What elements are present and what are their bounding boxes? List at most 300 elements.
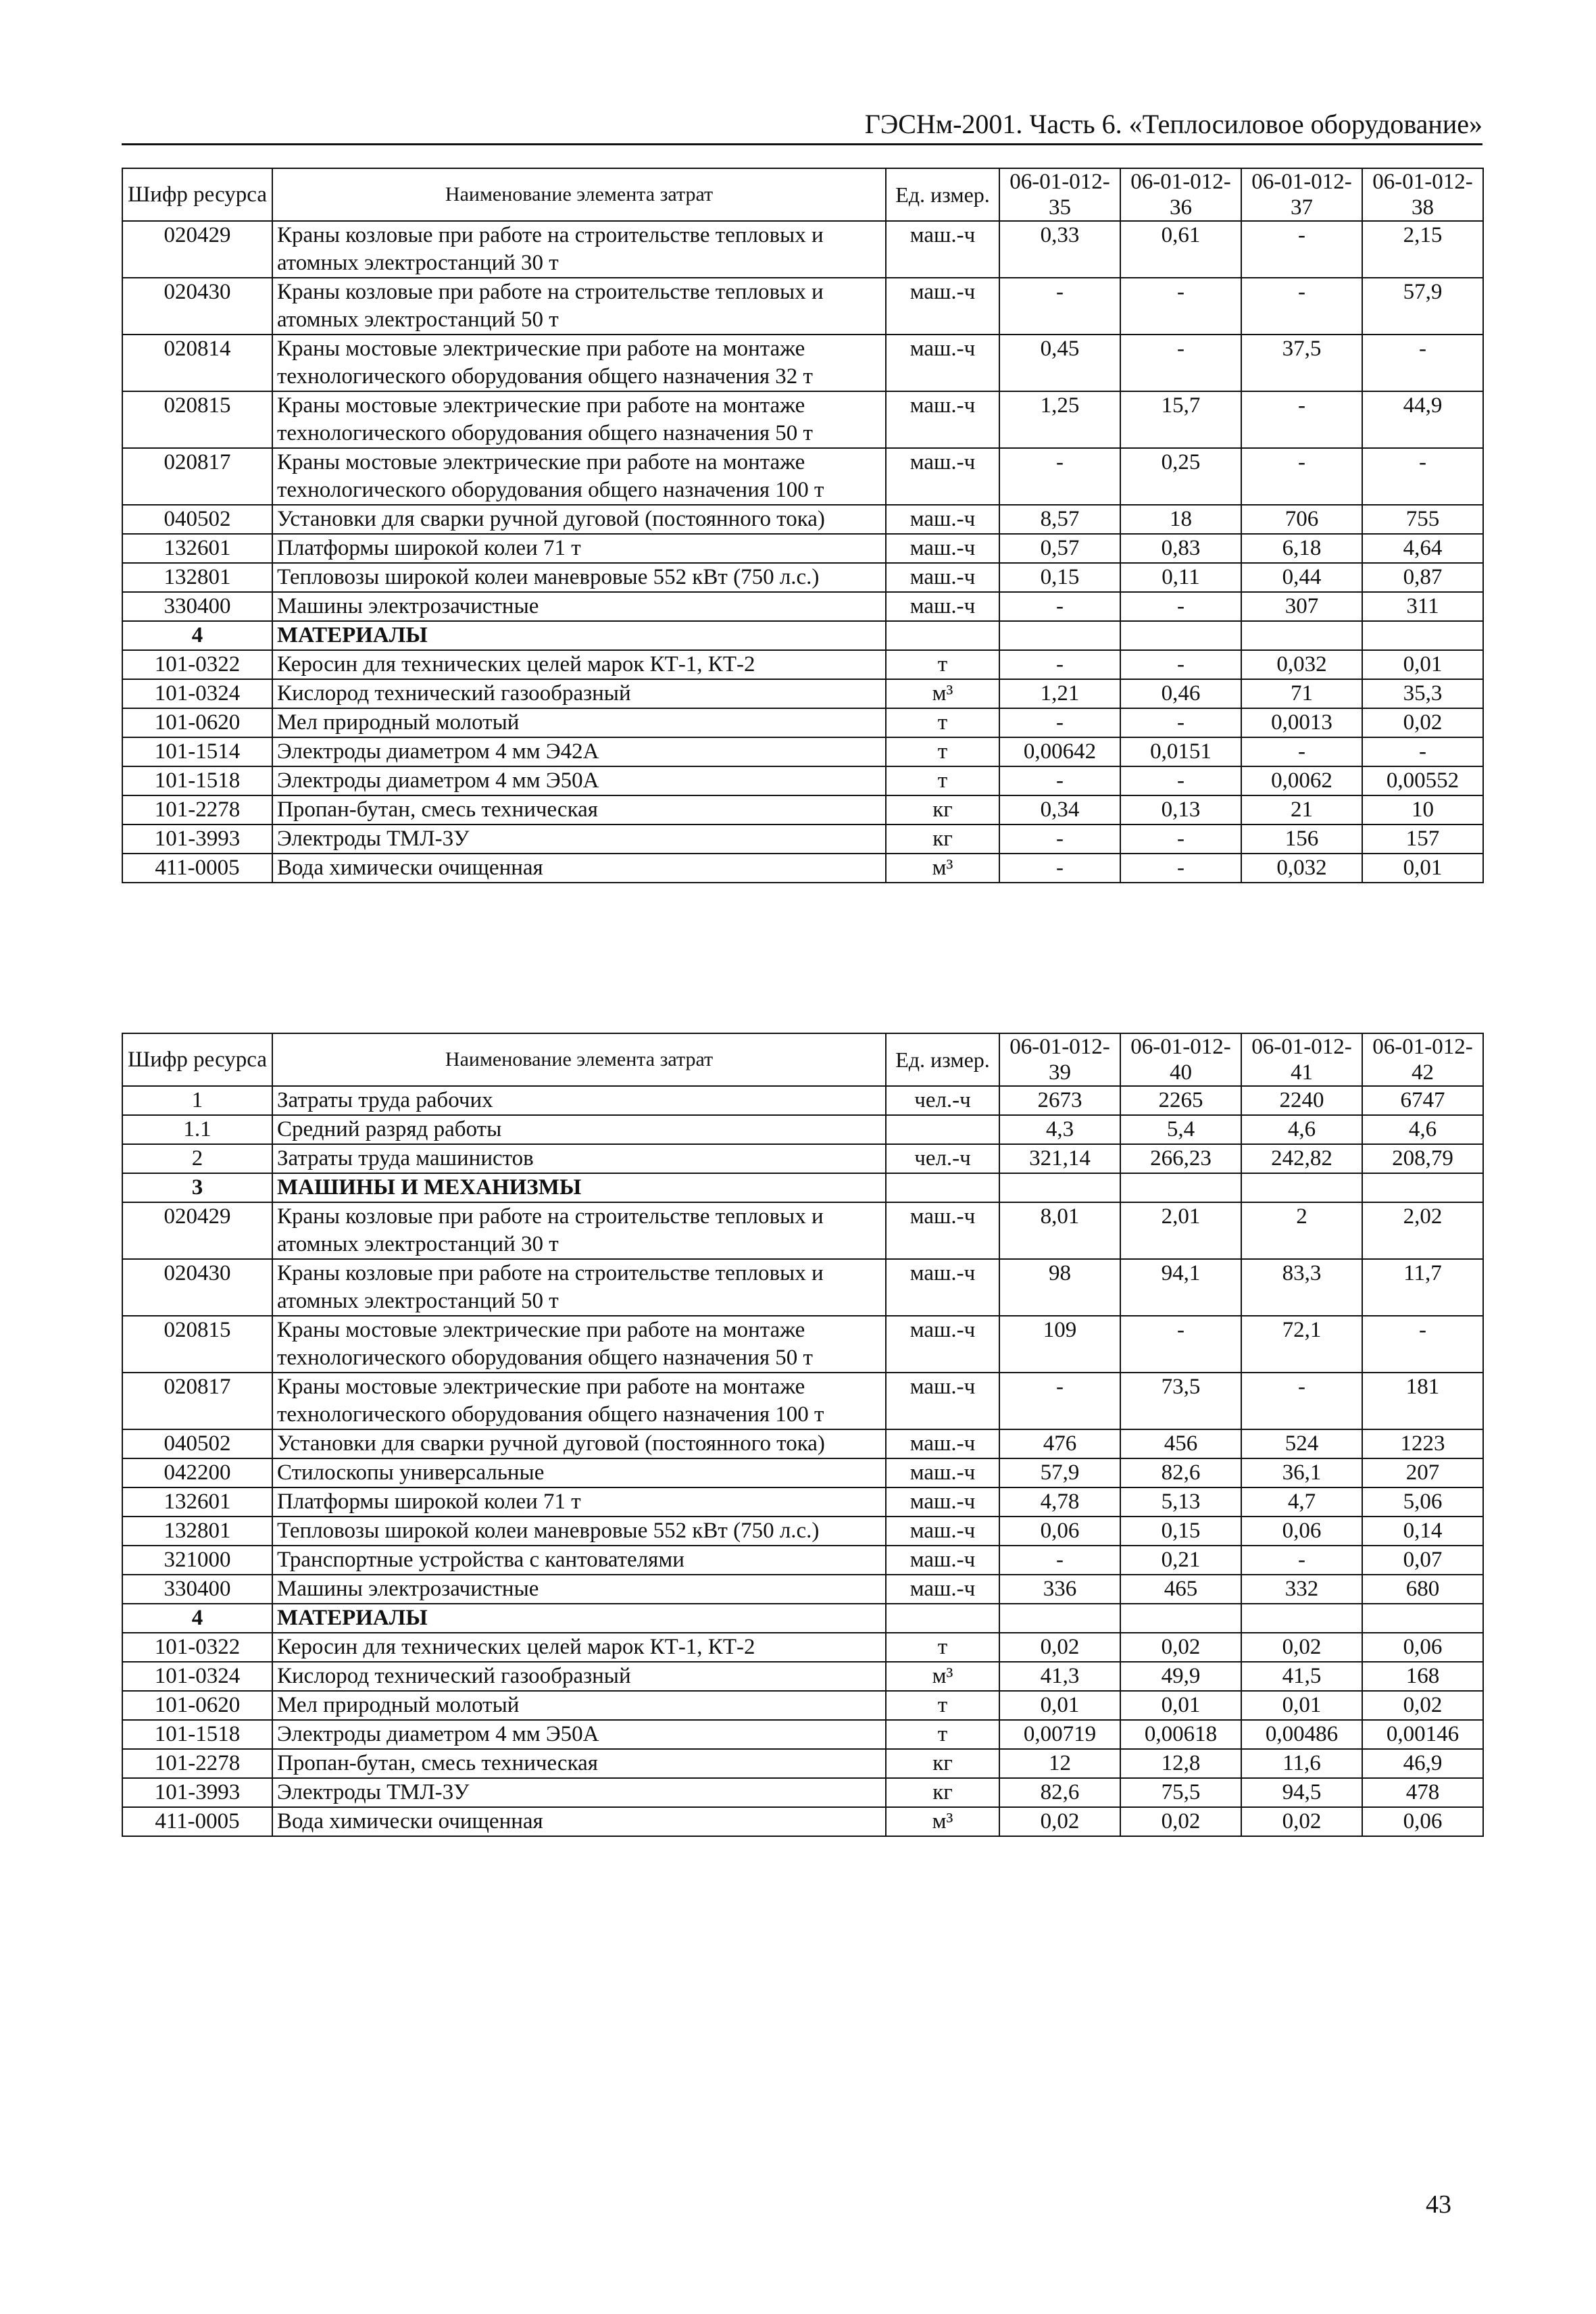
cost-item-name-cell: Установки для сварки ручной дуговой (постоянного тока) <box>272 505 886 534</box>
value-cell <box>1362 1173 1483 1202</box>
table-row <box>122 1807 1483 1836</box>
table-row <box>122 1575 1483 1604</box>
cost-item-name-cell: Пропан-бутан, смесь техническая <box>272 1749 886 1778</box>
value-cell: 12,8 <box>1120 1749 1241 1778</box>
col-header-code: Шифр ресурса <box>122 168 272 221</box>
value-cell: - <box>999 854 1120 883</box>
unit-cell: кг <box>886 1778 999 1807</box>
page-number: 43 <box>1426 2190 1451 2219</box>
table-row <box>122 1202 1483 1259</box>
table-row <box>122 737 1483 766</box>
value-cell: 0,02 <box>1120 1633 1241 1662</box>
value-cell: - <box>1241 448 1362 505</box>
col-header-code-1: 06-01-012-35 <box>999 168 1120 221</box>
value-cell: 0,11 <box>1120 563 1241 592</box>
resource-code-cell: 1 <box>122 1086 272 1115</box>
value-cell: 71 <box>1241 679 1362 708</box>
unit-cell: маш.-ч <box>886 391 999 448</box>
value-cell: 0,06 <box>1362 1807 1483 1836</box>
unit-cell: м³ <box>886 1807 999 1836</box>
table-row <box>122 824 1483 854</box>
header-rule <box>122 143 1482 145</box>
resource-code-cell: 1.1 <box>122 1115 272 1144</box>
value-cell: 0,25 <box>1120 448 1241 505</box>
resource-code-cell: 020430 <box>122 1259 272 1316</box>
value-cell: 1,25 <box>999 391 1120 448</box>
value-cell: - <box>999 448 1120 505</box>
value-cell: 5,4 <box>1120 1115 1241 1144</box>
table-row <box>122 1662 1483 1691</box>
unit-cell: маш.-ч <box>886 1316 999 1373</box>
unit-cell: маш.-ч <box>886 1487 999 1517</box>
table-row <box>122 534 1483 563</box>
value-cell: 0,02 <box>1362 1691 1483 1720</box>
unit-cell: т <box>886 737 999 766</box>
unit-cell: т <box>886 1691 999 1720</box>
value-cell: 4,3 <box>999 1115 1120 1144</box>
value-cell: - <box>999 1546 1120 1575</box>
resource-code-cell: 101-0322 <box>122 650 272 679</box>
unit-cell: маш.-ч <box>886 563 999 592</box>
resource-code-cell: 020817 <box>122 448 272 505</box>
value-cell: 0,57 <box>999 534 1120 563</box>
value-cell: 332 <box>1241 1575 1362 1604</box>
cost-item-name-cell: Электроды диаметром 4 мм Э42А <box>272 737 886 766</box>
value-cell: - <box>1362 335 1483 391</box>
col-header-unit: Ед. измер. <box>886 1033 999 1086</box>
value-cell: 0,00618 <box>1120 1720 1241 1749</box>
value-cell <box>999 1604 1120 1633</box>
cost-item-name-cell: МАТЕРИАЛЫ <box>272 1604 886 1633</box>
resource-code-cell: 040502 <box>122 505 272 534</box>
resource-code-cell: 101-3993 <box>122 824 272 854</box>
col-header-code: Шифр ресурса <box>122 1033 272 1086</box>
value-cell: 94,5 <box>1241 1778 1362 1807</box>
table-row <box>122 1373 1483 1429</box>
cost-item-name-cell: Краны козловые при работе на строительстве тепловых и атомных электростанций 30 т <box>272 221 886 278</box>
cost-item-name-cell: Мел природный молотый <box>272 1691 886 1720</box>
value-cell: 476 <box>999 1429 1120 1458</box>
value-cell: 0,83 <box>1120 534 1241 563</box>
table-row <box>122 1086 1483 1115</box>
value-cell: 0,46 <box>1120 679 1241 708</box>
value-cell: 0,00719 <box>999 1720 1120 1749</box>
value-cell: 2,15 <box>1362 221 1483 278</box>
value-cell: - <box>999 766 1120 795</box>
value-cell: 0,01 <box>1241 1691 1362 1720</box>
value-cell <box>1241 1173 1362 1202</box>
value-cell: 0,06 <box>1241 1517 1362 1546</box>
unit-cell: кг <box>886 1749 999 1778</box>
value-cell: 157 <box>1362 824 1483 854</box>
value-cell: 0,02 <box>999 1633 1120 1662</box>
value-cell <box>1120 1173 1241 1202</box>
value-cell: 0,06 <box>1362 1633 1483 1662</box>
resource-code-cell: 101-2278 <box>122 795 272 824</box>
resource-code-cell: 132801 <box>122 1517 272 1546</box>
value-cell: 0,02 <box>1241 1633 1362 1662</box>
value-cell: 57,9 <box>999 1458 1120 1487</box>
cost-item-name-cell: Краны козловые при работе на строительстве тепловых и атомных электростанций 30 т <box>272 1202 886 1259</box>
col-header-name: Наименование элемента затрат <box>272 168 886 221</box>
table-row <box>122 766 1483 795</box>
value-cell: 706 <box>1241 505 1362 534</box>
cost-item-name-cell: Керосин для технических целей марок КТ-1, КТ-2 <box>272 1633 886 1662</box>
value-cell: 0,15 <box>1120 1517 1241 1546</box>
cost-item-name-cell: Стилоскопы универсальные <box>272 1458 886 1487</box>
table-header-row <box>122 168 1483 221</box>
table-row <box>122 221 1483 278</box>
value-cell: - <box>1362 448 1483 505</box>
cost-item-name-cell: Средний разряд работы <box>272 1115 886 1144</box>
resource-code-cell: 020430 <box>122 278 272 335</box>
table-row <box>122 1633 1483 1662</box>
value-cell: 11,7 <box>1362 1259 1483 1316</box>
table-row <box>122 854 1483 883</box>
value-cell: 2240 <box>1241 1086 1362 1115</box>
resource-code-cell: 101-1518 <box>122 1720 272 1749</box>
table-row <box>122 505 1483 534</box>
cost-item-name-cell: Тепловозы широкой колеи маневровые 552 кВт (750 л.с.) <box>272 563 886 592</box>
value-cell: 0,00486 <box>1241 1720 1362 1749</box>
unit-cell: маш.-ч <box>886 448 999 505</box>
value-cell: - <box>1120 1316 1241 1373</box>
value-cell: 2,01 <box>1120 1202 1241 1259</box>
value-cell: 478 <box>1362 1778 1483 1807</box>
value-cell: 4,7 <box>1241 1487 1362 1517</box>
resource-code-cell: 411-0005 <box>122 1807 272 1836</box>
table-row <box>122 795 1483 824</box>
resource-code-cell: 101-1514 <box>122 737 272 766</box>
value-cell: - <box>999 824 1120 854</box>
value-cell: 41,3 <box>999 1662 1120 1691</box>
unit-cell: м³ <box>886 1662 999 1691</box>
value-cell: 49,9 <box>1120 1662 1241 1691</box>
value-cell: 0,02 <box>1362 708 1483 737</box>
value-cell: 0,00552 <box>1362 766 1483 795</box>
cost-item-name-cell: Краны мостовые электрические при работе на монтаже технологического оборудования общего назначения 32 т <box>272 335 886 391</box>
col-header-code-2: 06-01-012-36 <box>1120 168 1241 221</box>
unit-cell: т <box>886 1720 999 1749</box>
table-row <box>122 448 1483 505</box>
resource-code-cell: 101-0322 <box>122 1633 272 1662</box>
value-cell: 311 <box>1362 592 1483 621</box>
unit-cell <box>886 1604 999 1633</box>
value-cell <box>1241 621 1362 650</box>
unit-cell <box>886 621 999 650</box>
value-cell: 18 <box>1120 505 1241 534</box>
value-cell: 0,14 <box>1362 1517 1483 1546</box>
unit-cell: маш.-ч <box>886 221 999 278</box>
resource-code-cell: 330400 <box>122 592 272 621</box>
table-row <box>122 1458 1483 1487</box>
value-cell: 0,13 <box>1120 795 1241 824</box>
value-cell: 0,06 <box>999 1517 1120 1546</box>
value-cell: 83,3 <box>1241 1259 1362 1316</box>
cost-item-name-cell: Кислород технический газообразный <box>272 679 886 708</box>
value-cell: - <box>999 650 1120 679</box>
table-header-row <box>122 1033 1483 1086</box>
value-cell: 0,45 <box>999 335 1120 391</box>
table-row <box>122 708 1483 737</box>
table-row <box>122 1487 1483 1517</box>
value-cell: 755 <box>1362 505 1483 534</box>
cost-item-name-cell: Машины электрозачистные <box>272 592 886 621</box>
value-cell: - <box>1241 1373 1362 1429</box>
unit-cell: т <box>886 708 999 737</box>
resource-code-cell: 132601 <box>122 534 272 563</box>
unit-cell: кг <box>886 824 999 854</box>
resource-code-cell: 020429 <box>122 221 272 278</box>
resource-code-cell: 020814 <box>122 335 272 391</box>
value-cell: - <box>1120 592 1241 621</box>
unit-cell: маш.-ч <box>886 534 999 563</box>
resource-code-cell: 4 <box>122 621 272 650</box>
value-cell: 168 <box>1362 1662 1483 1691</box>
table-row <box>122 1316 1483 1373</box>
value-cell: 1,21 <box>999 679 1120 708</box>
table-row <box>122 1144 1483 1173</box>
col-header-unit: Ед. измер. <box>886 168 999 221</box>
resource-code-cell: 101-1518 <box>122 766 272 795</box>
cost-item-name-cell: Платформы широкой колеи 71 т <box>272 534 886 563</box>
value-cell: - <box>1241 737 1362 766</box>
value-cell: - <box>1120 766 1241 795</box>
cost-item-name-cell: Вода химически очищенная <box>272 1807 886 1836</box>
value-cell: 6,18 <box>1241 534 1362 563</box>
value-cell: 8,57 <box>999 505 1120 534</box>
section-row <box>122 621 1483 650</box>
resource-code-cell: 132601 <box>122 1487 272 1517</box>
table-row <box>122 335 1483 391</box>
value-cell: - <box>999 278 1120 335</box>
cost-item-name-cell: МАТЕРИАЛЫ <box>272 621 886 650</box>
value-cell: 4,6 <box>1362 1115 1483 1144</box>
value-cell: 0,01 <box>1362 650 1483 679</box>
value-cell: 4,6 <box>1241 1115 1362 1144</box>
unit-cell: маш.-ч <box>886 1546 999 1575</box>
cost-item-name-cell: Затраты труда рабочих <box>272 1086 886 1115</box>
resource-code-cell: 3 <box>122 1173 272 1202</box>
resource-code-cell: 020817 <box>122 1373 272 1429</box>
table-row <box>122 1546 1483 1575</box>
page-header-title: ГЭСНм-2001. Часть 6. «Теплосиловое оборудование» <box>864 109 1482 139</box>
value-cell: 0,00146 <box>1362 1720 1483 1749</box>
resource-code-cell: 4 <box>122 1604 272 1633</box>
cost-item-name-cell: Краны мостовые электрические при работе на монтаже технологического оборудования общего назначения 50 т <box>272 391 886 448</box>
cost-item-name-cell: Краны козловые при работе на строительстве тепловых и атомных электростанций 50 т <box>272 1259 886 1316</box>
value-cell <box>1241 1604 1362 1633</box>
cost-item-name-cell: Транспортные устройства с кантователями <box>272 1546 886 1575</box>
value-cell: - <box>1362 737 1483 766</box>
unit-cell: м³ <box>886 679 999 708</box>
table-row <box>122 1691 1483 1720</box>
cost-item-name-cell: Электроды ТМЛ-3У <box>272 824 886 854</box>
value-cell: 98 <box>999 1259 1120 1316</box>
value-cell: 2265 <box>1120 1086 1241 1115</box>
value-cell: 73,5 <box>1120 1373 1241 1429</box>
col-header-code-3: 06-01-012-41 <box>1241 1033 1362 1086</box>
value-cell: 0,87 <box>1362 563 1483 592</box>
unit-cell: маш.-ч <box>886 1373 999 1429</box>
value-cell: 4,64 <box>1362 534 1483 563</box>
value-cell: 10 <box>1362 795 1483 824</box>
value-cell: 0,032 <box>1241 650 1362 679</box>
cost-item-name-cell: Машины электрозачистные <box>272 1575 886 1604</box>
value-cell: 37,5 <box>1241 335 1362 391</box>
value-cell: - <box>1120 708 1241 737</box>
resource-code-cell: 042200 <box>122 1458 272 1487</box>
value-cell <box>1362 1604 1483 1633</box>
value-cell: 72,1 <box>1241 1316 1362 1373</box>
value-cell: 44,9 <box>1362 391 1483 448</box>
resource-code-cell: 101-0620 <box>122 708 272 737</box>
value-cell: - <box>999 592 1120 621</box>
value-cell: 0,01 <box>1120 1691 1241 1720</box>
unit-cell: т <box>886 1633 999 1662</box>
table-row <box>122 1517 1483 1546</box>
value-cell: - <box>1120 278 1241 335</box>
resource-code-cell: 020815 <box>122 1316 272 1373</box>
value-cell: 75,5 <box>1120 1778 1241 1807</box>
unit-cell: маш.-ч <box>886 505 999 534</box>
value-cell: 181 <box>1362 1373 1483 1429</box>
value-cell: 465 <box>1120 1575 1241 1604</box>
unit-cell: маш.-ч <box>886 1458 999 1487</box>
value-cell: 0,0151 <box>1120 737 1241 766</box>
value-cell: 1223 <box>1362 1429 1483 1458</box>
cost-item-name-cell: Электроды диаметром 4 мм Э50А <box>272 766 886 795</box>
value-cell: 15,7 <box>1120 391 1241 448</box>
value-cell: 21 <box>1241 795 1362 824</box>
cost-item-name-cell: Пропан-бутан, смесь техническая <box>272 795 886 824</box>
col-header-code-3: 06-01-012-37 <box>1241 168 1362 221</box>
col-header-code-1: 06-01-012-39 <box>999 1033 1120 1086</box>
value-cell: 11,6 <box>1241 1749 1362 1778</box>
cost-item-name-cell: Краны мостовые электрические при работе на монтаже технологического оборудования общего назначения 100 т <box>272 448 886 505</box>
cost-item-name-cell: Платформы широкой колеи 71 т <box>272 1487 886 1517</box>
value-cell: - <box>1241 278 1362 335</box>
resource-code-cell: 330400 <box>122 1575 272 1604</box>
value-cell: 35,3 <box>1362 679 1483 708</box>
cost-item-name-cell: Тепловозы широкой колеи маневровые 552 кВт (750 л.с.) <box>272 1517 886 1546</box>
value-cell: - <box>1241 221 1362 278</box>
value-cell: 456 <box>1120 1429 1241 1458</box>
unit-cell: м³ <box>886 854 999 883</box>
value-cell: 109 <box>999 1316 1120 1373</box>
value-cell: 207 <box>1362 1458 1483 1487</box>
resource-code-cell: 020815 <box>122 391 272 448</box>
table-row <box>122 592 1483 621</box>
section-row <box>122 1173 1483 1202</box>
table-row <box>122 563 1483 592</box>
resource-code-cell: 101-0324 <box>122 1662 272 1691</box>
table-row <box>122 679 1483 708</box>
resource-code-cell: 040502 <box>122 1429 272 1458</box>
resource-code-cell: 101-2278 <box>122 1749 272 1778</box>
value-cell: 2,02 <box>1362 1202 1483 1259</box>
unit-cell: чел.-ч <box>886 1086 999 1115</box>
unit-cell: маш.-ч <box>886 1575 999 1604</box>
value-cell: 680 <box>1362 1575 1483 1604</box>
value-cell: - <box>1120 335 1241 391</box>
unit-cell: маш.-ч <box>886 278 999 335</box>
unit-cell: маш.-ч <box>886 1259 999 1316</box>
value-cell: 0,33 <box>999 221 1120 278</box>
value-cell: 5,06 <box>1362 1487 1483 1517</box>
resource-code-cell: 101-0620 <box>122 1691 272 1720</box>
value-cell: 0,44 <box>1241 563 1362 592</box>
unit-cell <box>886 1173 999 1202</box>
unit-cell: чел.-ч <box>886 1144 999 1173</box>
value-cell: 8,01 <box>999 1202 1120 1259</box>
value-cell <box>1120 621 1241 650</box>
table-row <box>122 1115 1483 1144</box>
value-cell: 12 <box>999 1749 1120 1778</box>
cost-item-name-cell: Вода химически очищенная <box>272 854 886 883</box>
cost-item-name-cell: Мел природный молотый <box>272 708 886 737</box>
value-cell: 0,0013 <box>1241 708 1362 737</box>
value-cell: - <box>1120 650 1241 679</box>
value-cell: 0,15 <box>999 563 1120 592</box>
value-cell: 156 <box>1241 824 1362 854</box>
resource-code-cell: 101-3993 <box>122 1778 272 1807</box>
cost-item-name-cell: Электроды ТМЛ-3У <box>272 1778 886 1807</box>
value-cell: 0,02 <box>999 1807 1120 1836</box>
value-cell: - <box>999 708 1120 737</box>
value-cell: 41,5 <box>1241 1662 1362 1691</box>
cost-item-name-cell: Кислород технический газообразный <box>272 1662 886 1691</box>
resource-code-cell: 132801 <box>122 563 272 592</box>
value-cell: 82,6 <box>1120 1458 1241 1487</box>
value-cell: 0,21 <box>1120 1546 1241 1575</box>
value-cell <box>1120 1604 1241 1633</box>
value-cell: 57,9 <box>1362 278 1483 335</box>
table-row <box>122 1720 1483 1749</box>
value-cell: 0,02 <box>1241 1807 1362 1836</box>
col-header-code-2: 06-01-012-40 <box>1120 1033 1241 1086</box>
value-cell: 0,032 <box>1241 854 1362 883</box>
value-cell: 0,0062 <box>1241 766 1362 795</box>
unit-cell: маш.-ч <box>886 592 999 621</box>
value-cell: 82,6 <box>999 1778 1120 1807</box>
cost-item-name-cell: Затраты труда машинистов <box>272 1144 886 1173</box>
value-cell: 336 <box>999 1575 1120 1604</box>
value-cell: 4,78 <box>999 1487 1120 1517</box>
cost-item-name-cell: Краны мостовые электрические при работе на монтаже технологического оборудования общего назначения 50 т <box>272 1316 886 1373</box>
unit-cell <box>886 1115 999 1144</box>
value-cell: - <box>1120 824 1241 854</box>
section-row <box>122 1604 1483 1633</box>
value-cell: 266,23 <box>1120 1144 1241 1173</box>
value-cell: 0,01 <box>1362 854 1483 883</box>
value-cell <box>999 621 1120 650</box>
value-cell: 46,9 <box>1362 1749 1483 1778</box>
value-cell: - <box>1120 854 1241 883</box>
value-cell <box>1362 621 1483 650</box>
value-cell: - <box>999 1373 1120 1429</box>
value-cell <box>999 1173 1120 1202</box>
resource-code-cell: 2 <box>122 1144 272 1173</box>
unit-cell: маш.-ч <box>886 1517 999 1546</box>
value-cell: 524 <box>1241 1429 1362 1458</box>
cost-item-name-cell: МАШИНЫ И МЕХАНИЗМЫ <box>272 1173 886 1202</box>
table-row <box>122 650 1483 679</box>
col-header-code-4: 06-01-012-38 <box>1362 168 1483 221</box>
unit-cell: т <box>886 650 999 679</box>
value-cell: 5,13 <box>1120 1487 1241 1517</box>
value-cell: 0,02 <box>1120 1807 1241 1836</box>
